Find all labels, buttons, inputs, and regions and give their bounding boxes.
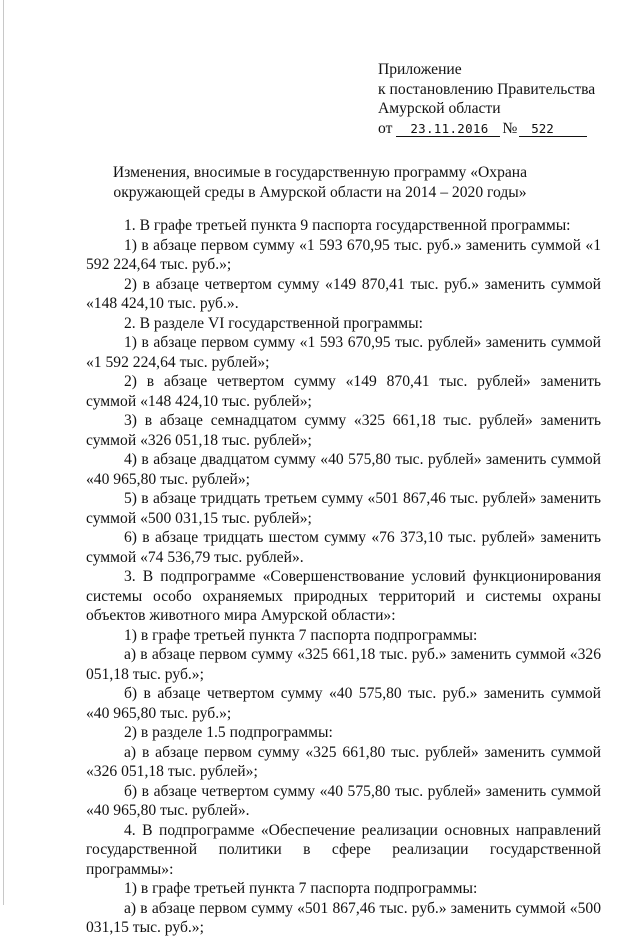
appendix-header xyxy=(378,60,595,138)
paragraph: а) в абзаце первом сумму «501 867,46 тыс. руб.» заменить суммой «500 031,15 тыс. руб.»; xyxy=(86,899,601,936)
paragraph: 4. В подпрограмме «Обеспечение реализации основных направлений государственной политики в сфере реализации государственной программы»: xyxy=(86,821,601,878)
paragraph: б) в абзаце четвертом сумму «40 575,80 тыс. рублей» заменить суммой «40 965,80 тыс. рублей». xyxy=(86,782,601,819)
paragraph: 1. В графе третьей пункта 9 паспорта государственной программы: xyxy=(124,217,571,234)
appendix-region-line: Амурской области xyxy=(378,100,501,117)
paragraph: а) в абзаце первом сумму «325 661,18 тыс. руб.» заменить суммой «326 051,18 тыс. руб.»; xyxy=(86,646,601,683)
appendix-decree-line: к постановлению Правительства xyxy=(378,80,596,98)
scan-edge-line xyxy=(3,0,4,905)
paragraph: 1) в графе третьей пункта 7 паспорта подпрограммы: xyxy=(124,880,478,897)
number-sign: № xyxy=(502,119,518,137)
appendix-label: Приложение xyxy=(378,61,462,78)
paragraph: 2) в абзаце четвертом сумму «149 870,41 тыс. руб.» заменить суммой «148 424,10 тыс. руб.». xyxy=(86,275,601,312)
paragraph: 6) в абзаце тридцать шестом сумму «76 373,10 тыс. рублей» заменить суммой «74 536,79 тыс. рублей». xyxy=(86,529,601,566)
document-title: Изменения, вносимые в государственную программу «Охрана окружающей среды в Амурской области на 2014 – 2020 годы» xyxy=(112,164,528,201)
paragraph: 4) в абзаце двадцатом сумму «40 575,80 тыс. рублей» заменить суммой «40 965,80 тыс. рублей»; xyxy=(86,451,601,488)
paragraph: 5) в абзаце тридцать третьем сумму «501 867,46 тыс. рублей» заменить суммой «500 031,15 тыс. рублей»; xyxy=(86,490,601,527)
paragraph: 2. В разделе VI государственной программы: xyxy=(124,314,423,332)
appendix-date-row xyxy=(378,119,595,139)
paragraph: 1) в абзаце первом сумму «1 593 670,95 тыс. руб.» заменить суммой «1 592 224,64 тыс. руб.»; xyxy=(86,236,601,273)
decree-date: 23.11.2016 xyxy=(396,122,500,137)
paragraph: б) в абзаце четвертом сумму «40 575,80 тыс. руб.» заменить суммой «40 965,80 тыс. руб.»; xyxy=(86,685,601,722)
paragraph: 3) в абзаце семнадцатом сумму «325 661,18 тыс. рублей» заменить суммой «326 051,18 тыс. рублей»; xyxy=(86,412,601,449)
paragraph: а) в абзаце первом сумму «325 661,80 тыс. рублей» заменить суммой «326 051,18 тыс. рублей»; xyxy=(86,743,601,780)
document-body xyxy=(86,216,601,938)
paragraph: 2) в разделе 1.5 подпрограммы: xyxy=(124,724,333,741)
paragraph: 2) в абзаце четвертом сумму «149 870,41 тыс. рублей» заменить суммой «148 424,10 тыс. рублей»; xyxy=(86,373,601,410)
paragraph: 1) в абзаце первом сумму «1 593 670,95 тыс. рублей» заменить суммой «1 592 224,64 тыс. рублей»; xyxy=(86,334,601,371)
paragraph: 1) в графе третьей пункта 7 паспорта подпрограммы: xyxy=(124,626,478,644)
decree-number: 522 xyxy=(519,122,587,137)
date-prefix: от xyxy=(378,119,393,137)
paragraph: 3. В подпрограмме «Совершенствование условий функционирования системы особо охраняемых природных территорий и системы охраны объектов животного мира Амурской области»: xyxy=(86,568,601,624)
